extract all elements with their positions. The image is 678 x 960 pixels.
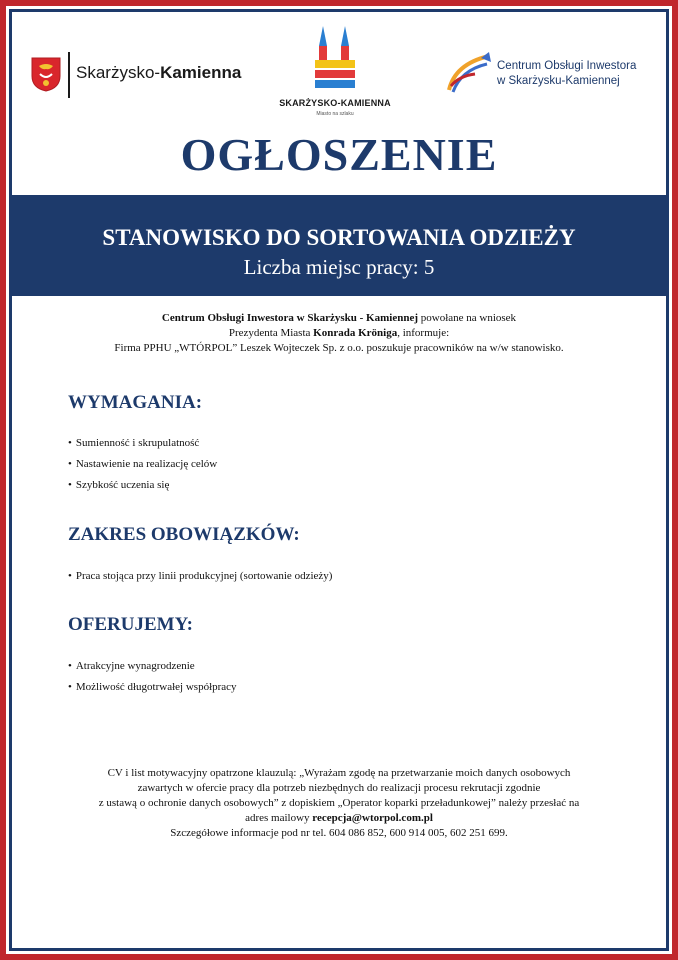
offer-heading: OFERUJEMY: bbox=[68, 614, 193, 635]
list-item: • Praca stojąca przy linii produkcyjnej (sortowanie odzieży) bbox=[68, 570, 333, 582]
logo-divider bbox=[68, 52, 70, 98]
offer-list bbox=[68, 656, 237, 698]
left-logo-text: Skarżysko-Kamienna bbox=[76, 63, 242, 82]
list-item: • Szybkość uczenia się bbox=[68, 479, 170, 491]
intro-line-2: Prezydenta Miasta Konrada Kröniga, informuje: bbox=[228, 327, 450, 339]
intro-line-3: Firma PPHU „WTÓRPOL” Leszek Wojteczek Sp. z o.o. poszukuje pracowników na w/w stanowisko. bbox=[114, 342, 564, 354]
contact-email[interactable]: recepcja@wtorpol.com.pl bbox=[312, 812, 433, 824]
requirements-heading: WYMAGANIA: bbox=[68, 392, 203, 413]
city-towers-logo bbox=[270, 24, 400, 124]
application-instructions bbox=[30, 766, 648, 841]
list-item: • Nastawienie na realizację celów bbox=[68, 458, 218, 470]
duties-list bbox=[68, 566, 332, 587]
intro-paragraph bbox=[30, 311, 648, 356]
swoosh-arrow-icon bbox=[445, 50, 493, 98]
footer-line: CV i list motywacyjny opatrzone klauzulą: „Wyrażam zgodę na przetwarzanie moich danych osobowych bbox=[107, 767, 571, 779]
center-logo-tagline: Miasto na szlaku bbox=[316, 111, 354, 117]
requirements-list bbox=[68, 433, 217, 496]
list-item: • Atrakcyjne wynagrodzenie bbox=[68, 660, 195, 672]
city-crest-icon bbox=[30, 56, 62, 92]
list-item: • Sumienność i skrupulatność bbox=[68, 437, 200, 449]
footer-line: adres mailowy recepcja@wtorpol.com.pl bbox=[245, 812, 433, 824]
position-banner bbox=[12, 195, 666, 296]
investor-center-name: Centrum Obsługi Inwestora w Skarżysku-Kamiennej bbox=[497, 60, 637, 87]
duties-heading: ZAKRES OBOWIĄZKÓW: bbox=[68, 524, 300, 545]
intro-line-1: Centrum Obsługi Inwestora w Skarżysku - Kamiennej powołane na wniosek bbox=[161, 312, 517, 324]
openings-count: Liczba miejsc pracy: 5 bbox=[243, 255, 435, 279]
footer-line: z ustawą o ochronie danych osobowych” z dopiskiem „Operator koparki przeładunkowej” należy przesłać na bbox=[98, 797, 580, 809]
position-title: STANOWISKO DO SORTOWANIA ODZIEŻY bbox=[102, 225, 576, 250]
contact-phones: Szczegółowe informacje pod nr tel. 604 086 852, 600 914 005, 602 251 699. bbox=[170, 827, 508, 839]
church-towers-icon bbox=[315, 24, 355, 96]
page-title: OGŁOSZENIE bbox=[180, 129, 498, 180]
footer-line: zawartych w ofercie pracy dla potrzeb niezbędnych do realizacji procesu rekrutacji zgodnie bbox=[137, 782, 541, 794]
skarzysko-kamienna-logo bbox=[30, 52, 260, 98]
list-item: • Możliwość długotrwałej współpracy bbox=[68, 681, 237, 693]
center-logo-name: SKARŻYSKO-KAMIENNA bbox=[279, 98, 391, 108]
investor-center-logo bbox=[445, 50, 655, 98]
